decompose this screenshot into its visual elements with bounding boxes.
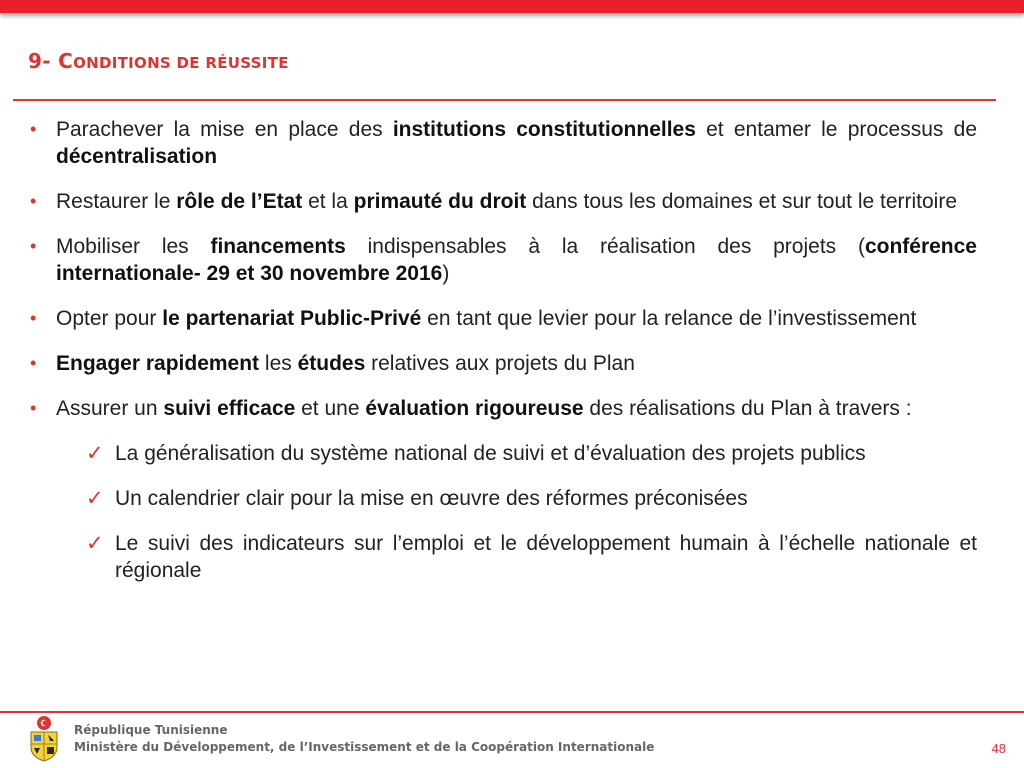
bullet-dot-icon: • xyxy=(30,353,37,373)
bullet-emphasis: conférence internationale- 29 et 30 novembre 2016 xyxy=(56,235,977,285)
bullet-dot-icon: • xyxy=(30,191,37,211)
footer-divider xyxy=(0,711,1024,713)
bullet-text: et une xyxy=(295,397,366,420)
bullet-text: des réalisations du Plan à travers : xyxy=(583,397,912,420)
sub-item xyxy=(30,440,977,467)
checkmark-icon: ✓ xyxy=(86,487,104,510)
bullet-text: et entamer le processus de xyxy=(695,118,977,141)
tunisia-emblem-icon xyxy=(26,714,62,762)
bullet-emphasis: institutions constitutionnelles xyxy=(392,118,696,141)
footer-republic: République Tunisienne xyxy=(74,723,228,737)
bullet-text: Restaurer le xyxy=(56,190,177,213)
slide-title xyxy=(28,49,289,73)
bullet-emphasis: évaluation rigoureuse xyxy=(365,397,584,420)
page-number: 48 xyxy=(991,741,1006,756)
bullet-emphasis: le partenariat Public-Privé xyxy=(162,307,422,330)
title-divider xyxy=(13,99,996,101)
bullet-text: Opter pour xyxy=(56,307,163,330)
bullet-item xyxy=(30,305,977,332)
bullet-text: relatives aux projets du Plan xyxy=(365,352,635,375)
bullet-text: Parachever la mise en place des xyxy=(56,118,393,141)
bullet-emphasis: Engager rapidement xyxy=(56,352,260,375)
bullet-emphasis: primauté du droit xyxy=(353,190,527,213)
bullet-text: et la xyxy=(302,190,354,213)
bullet-text: en tant que levier pour la relance de l’investissement xyxy=(421,307,917,330)
bullet-text: les xyxy=(259,352,298,375)
bullet-text: indispensables à la réalisation des projets ( xyxy=(345,235,865,258)
title-initial: C xyxy=(58,49,74,73)
main-bullets xyxy=(30,116,977,422)
bullet-item xyxy=(30,188,977,215)
bullet-list xyxy=(30,116,977,602)
bullet-dot-icon: • xyxy=(30,236,37,256)
top-banner xyxy=(0,0,1024,13)
bullet-text: ) xyxy=(442,262,450,285)
bullet-text: Assurer un xyxy=(56,397,164,420)
bullet-text: Mobiliser les xyxy=(56,235,211,258)
sub-bullets xyxy=(30,440,977,584)
footer-text xyxy=(74,722,654,756)
bullet-text: dans tous les domaines et sur tout le territoire xyxy=(526,190,958,213)
checkmark-icon: ✓ xyxy=(86,532,104,555)
footer-ministry: Ministère du Développement, de l’Investissement et de la Coopération Internationale xyxy=(74,740,655,754)
bullet-emphasis: rôle de l’Etat xyxy=(176,190,303,213)
bullet-item xyxy=(30,350,977,377)
bullet-dot-icon: • xyxy=(30,398,37,418)
bullet-emphasis: décentralisation xyxy=(56,145,218,168)
bullet-emphasis: suivi efficace xyxy=(163,397,296,420)
sub-item-text: Un calendrier clair pour la mise en œuvre des réformes préconisées xyxy=(115,487,748,510)
bullet-dot-icon: • xyxy=(30,308,37,328)
sub-item xyxy=(30,485,977,512)
checkmark-icon: ✓ xyxy=(86,442,104,465)
sub-item xyxy=(30,530,977,584)
bullet-item xyxy=(30,395,977,422)
sub-item-text: Le suivi des indicateurs sur l’emploi et le développement humain à l’échelle nationale et régionale xyxy=(115,532,977,582)
bullet-emphasis: études xyxy=(297,352,366,375)
bullet-item xyxy=(30,116,977,170)
bullet-emphasis: financements xyxy=(210,235,346,258)
title-rest: ONDITIONS DE RÉUSSITE xyxy=(73,54,289,72)
sub-item-text: La généralisation du système national de suivi et d’évaluation des projets publics xyxy=(115,442,866,465)
bullet-dot-icon: • xyxy=(30,119,37,139)
title-number: 9- xyxy=(28,49,59,73)
bullet-item xyxy=(30,233,977,287)
